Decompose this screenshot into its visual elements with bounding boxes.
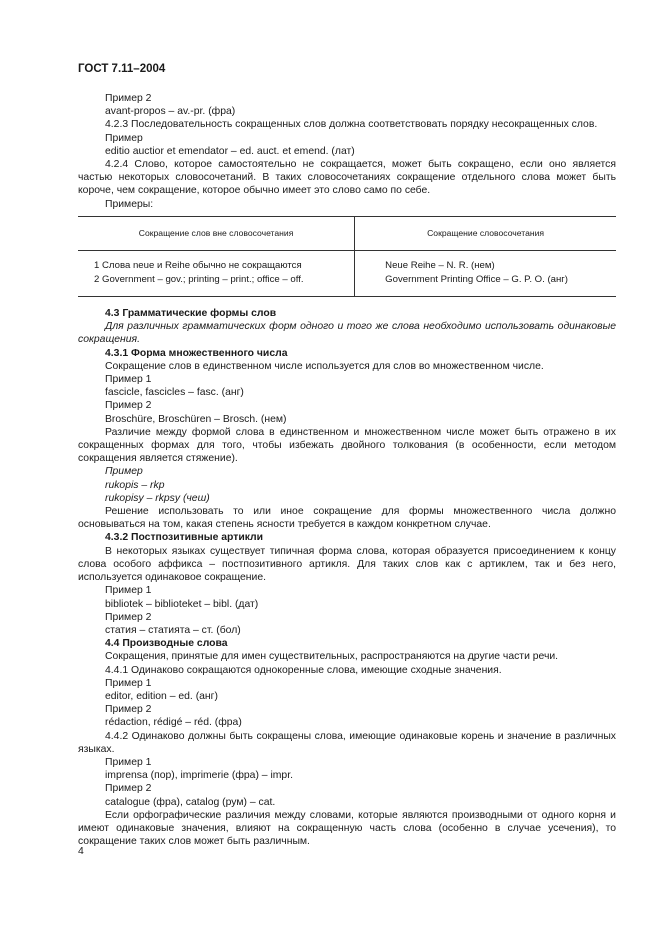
- table-header-row: [78, 216, 616, 250]
- example-label: Пример: [105, 466, 143, 478]
- example-text: editor, edition – ed. (анг): [105, 690, 218, 702]
- example-text: rukopis – rkp: [105, 479, 165, 491]
- example-text: bibliotek – biblioteket – bibl. (дат): [105, 598, 259, 610]
- example-label: Пример 2: [105, 704, 152, 716]
- clause-4-2-3: 4.2.3 Последовательность сокращенных слов должна соответствовать порядку несокращенных слов.: [105, 119, 598, 131]
- example-text: rukopisy – rkpsy (чеш): [105, 492, 210, 504]
- clause-4-2-4: 4.2.4 Слово, которое самостоятельно не сокращается, может быть сокращено, если оно является частью некоторых словосочетаний. В таких словосочетаниях сокращение отдельного слова может быть короче, чем сокращение, которое обычно имеет это слово само по себе.: [78, 159, 616, 197]
- document-header: ГОСТ 7.11–2004: [78, 63, 166, 75]
- table-cell-line: Neue Reihe – N. R. (нем): [385, 260, 495, 272]
- clause-4-4-1: 4.4.1 Одинаково сокращаются однокоренные слова, имеющие сходные значения.: [105, 664, 502, 676]
- subsection-heading: 4.3.1 Форма множественного числа: [105, 347, 288, 359]
- paragraph: Сокращения, принятые для имен существительных, распространяются на другие части речи.: [105, 651, 559, 663]
- table-cell-line: Government Printing Office – G. P. O. (анг): [385, 273, 568, 285]
- clause-4-4-2: 4.4.2 Одинаково должны быть сокращены слова, имеющие одинаковые корень и значение в различных языках.: [78, 730, 616, 755]
- example-text: статия – статията – ст. (бол): [105, 624, 241, 636]
- example-text: rédaction, rédigé – réd. (фра): [105, 717, 242, 729]
- examples-table: [78, 216, 616, 297]
- example-label: Пример: [105, 132, 143, 144]
- section-heading: 4.4 Производные слова: [105, 638, 228, 650]
- example-text: avant-propos – av.-pr. (фра): [105, 106, 236, 118]
- page-number: 4: [78, 846, 84, 857]
- table-cell: [355, 251, 616, 297]
- table-cell: [78, 251, 355, 297]
- section-intro: Для различных грамматических форм одного и того же слова необходимо использовать одинаковые сокращения.: [78, 321, 616, 346]
- table-cell-line: 2 Government – gov.; printing – print.; office – off.: [94, 273, 304, 285]
- example-text: catalogue (фра), catalog (рум) – cat.: [105, 796, 276, 808]
- paragraph: Решение использовать то или иное сокращение для формы множественного числа должно основываться на том, какая степень ясности требуется в каждом конкретном случае.: [78, 506, 616, 531]
- examples-label: Примеры:: [105, 198, 154, 210]
- example-label: Пример 1: [105, 756, 152, 768]
- subsection-heading: 4.3.2 Постпозитивные артикли: [105, 532, 264, 544]
- paragraph: Если орфографические различия между словами, которые являются производными от одного корня и имеют одинаковые значения, влияют на сокращенную часть слова (особенно в случае усечения), то сокращение таких слов может быть различным.: [78, 809, 616, 848]
- paragraph: Сокращение слов в единственном числе используется для слов во множественном числе.: [105, 360, 544, 372]
- example-label: Пример 2: [105, 400, 152, 412]
- example-label: Пример 2: [105, 93, 152, 104]
- document-body: [78, 92, 616, 848]
- example-label: Пример 1: [105, 374, 152, 386]
- paragraph: Различие между формой слова в единственном и множественном числе может быть отражено в их сокращенных формах для того, чтобы избежать двойного толкования (в особенности, если методом сокращения является стяжение).: [78, 426, 616, 465]
- example-text: fascicle, fascicles – fasc. (анг): [105, 387, 244, 399]
- table-row: [78, 251, 616, 297]
- example-text: Broschüre, Broschüren – Brosch. (нем): [105, 413, 287, 425]
- table-header-cell: Сокращение словосочетания: [355, 216, 616, 250]
- example-label: Пример 1: [105, 585, 152, 597]
- paragraph: В некоторых языках существует типичная форма слова, которая образуется присоединением к концу слова особого аффикса – постпозитивного артикля. Для таких слов как с артиклем, так и без него, используется одинаковое сокращение.: [78, 545, 616, 584]
- example-label: Пример 2: [105, 783, 152, 795]
- example-text: editio auctior et emendator – ed. auct. et emend. (лат): [105, 145, 355, 157]
- table-header-cell: Сокращение слов вне словосочетания: [78, 216, 355, 250]
- table-cell-line: 1 Слова neue и Reihe обычно не сокращаются: [94, 260, 302, 272]
- example-label: Пример 1: [105, 677, 152, 689]
- example-label: Пример 2: [105, 611, 152, 623]
- section-heading: 4.3 Грамматические формы слов: [105, 308, 277, 320]
- example-text: imprensa (пор), imprimerie (фра) – impr.: [105, 770, 293, 782]
